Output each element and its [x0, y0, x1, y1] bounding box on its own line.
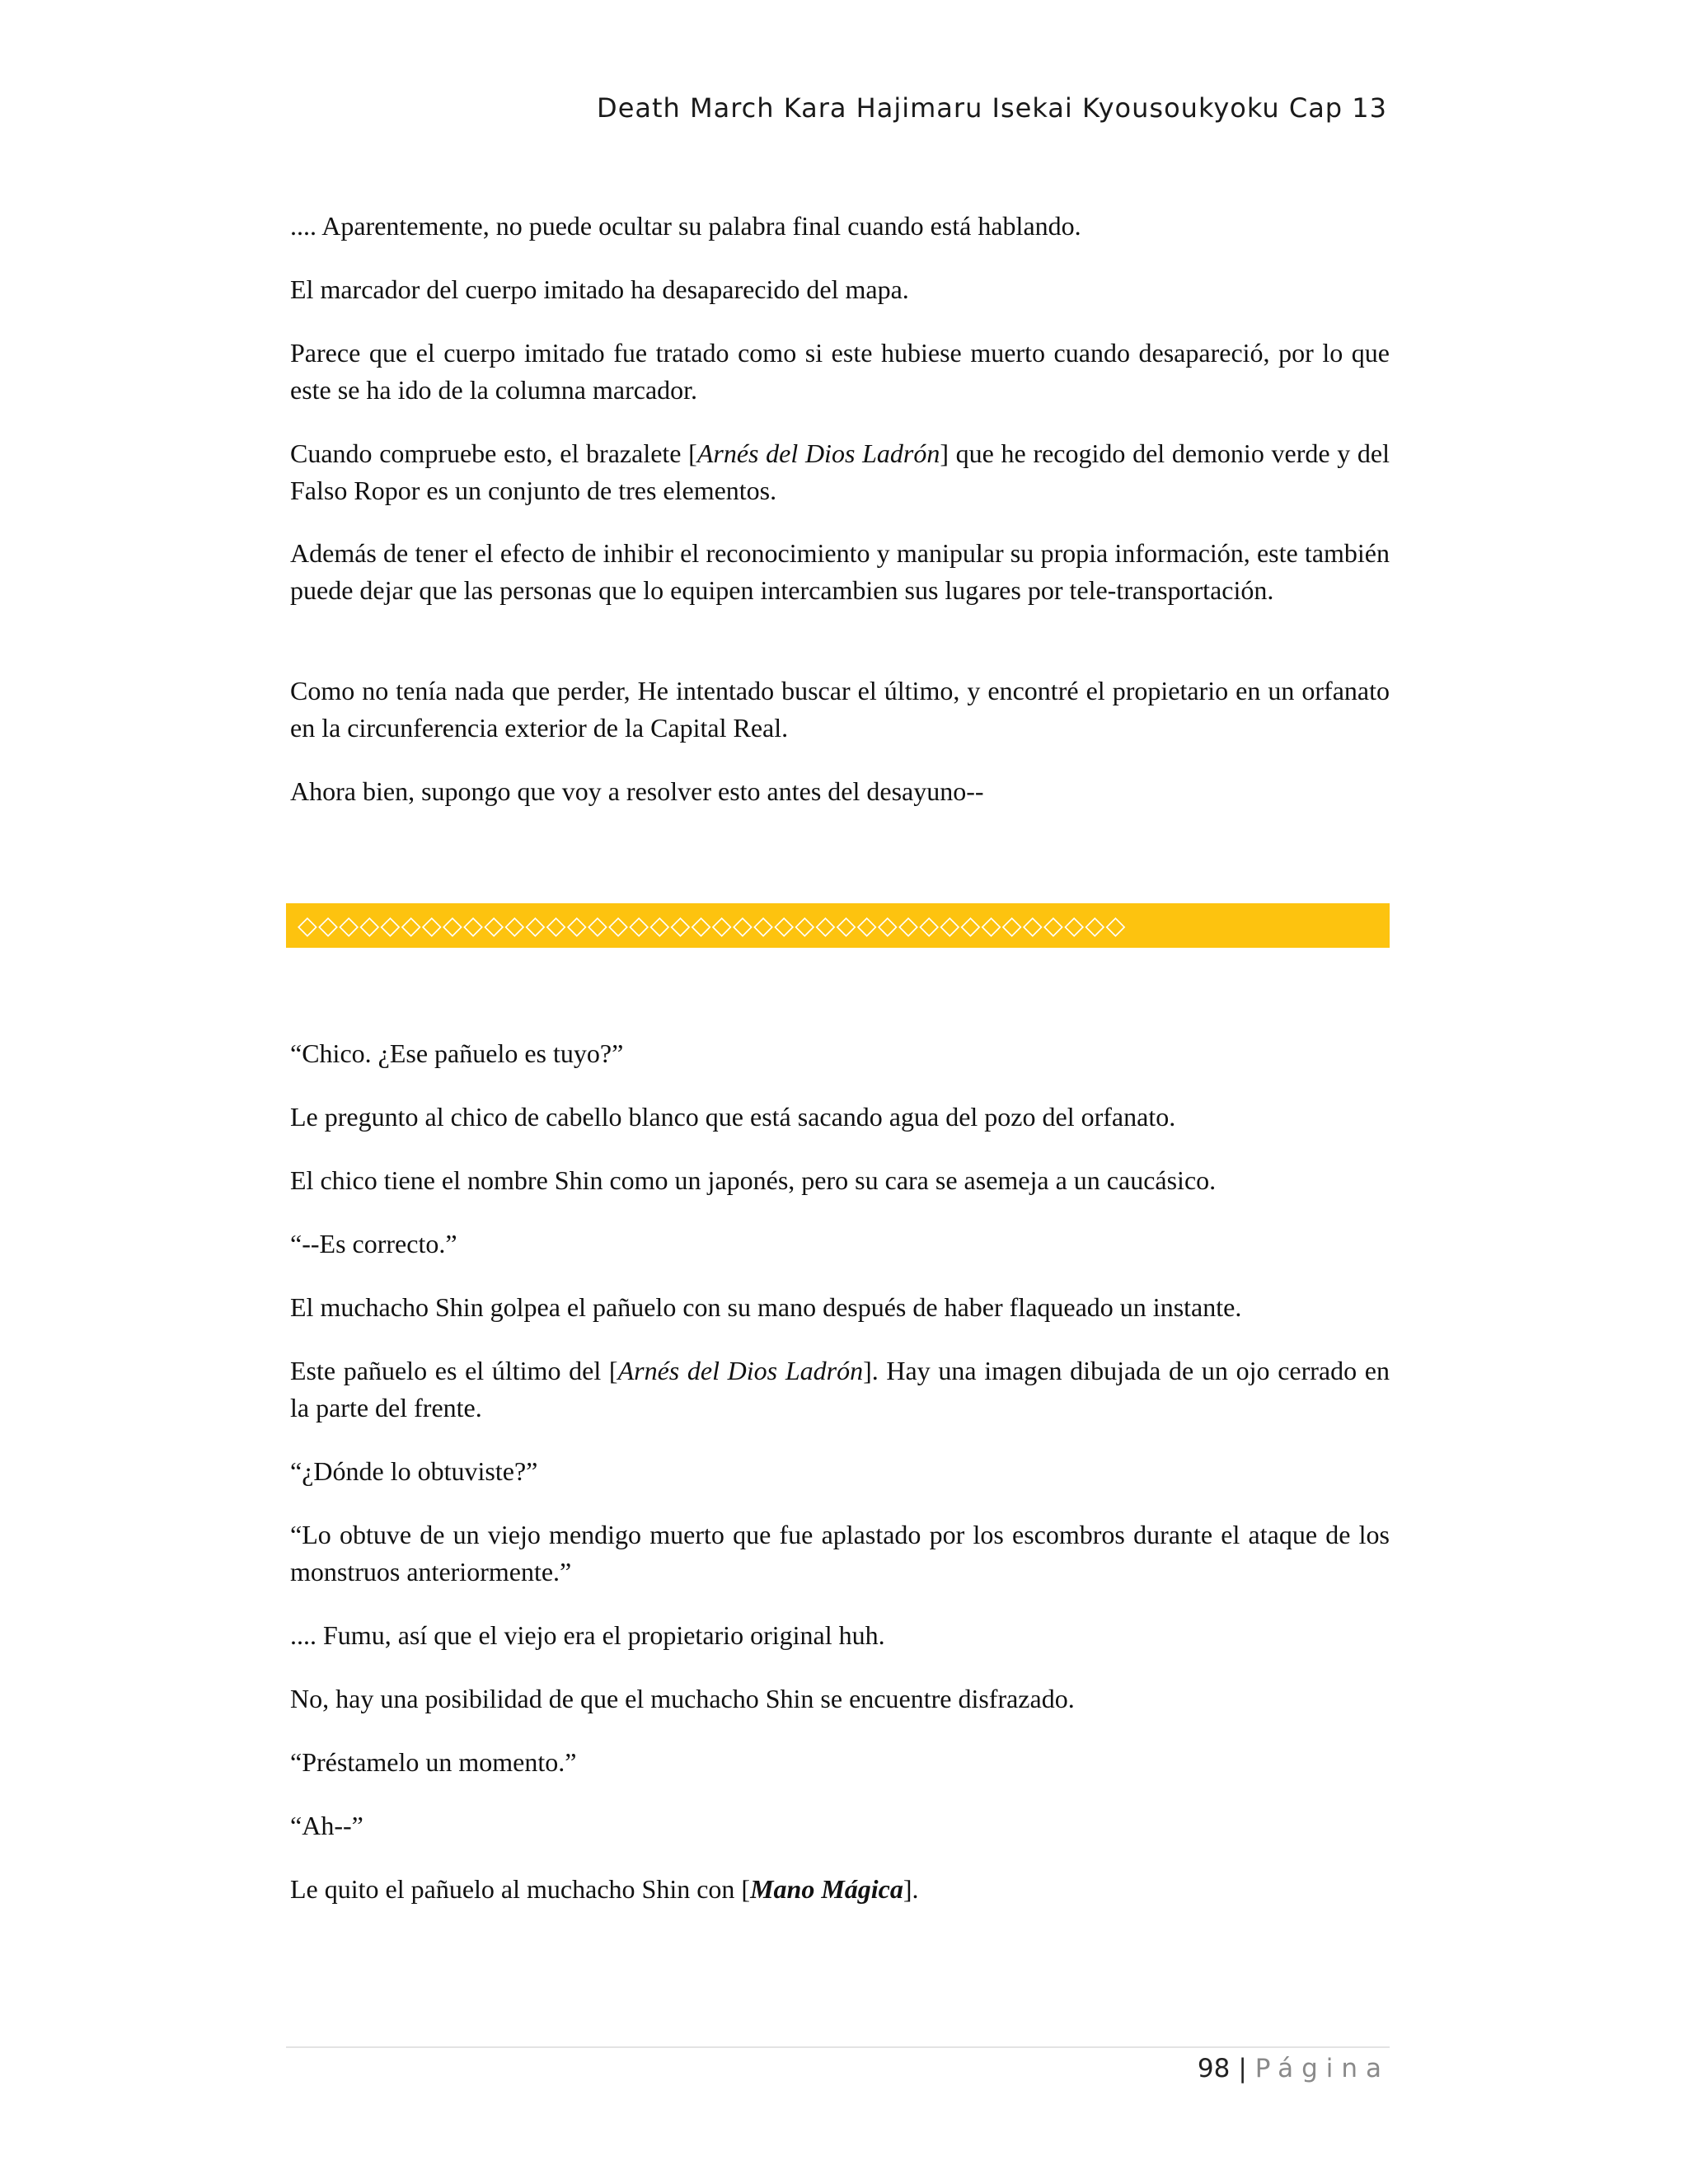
paragraph: “Ah--”	[290, 1811, 363, 1840]
paragraph: El marcador del cuerpo imitado ha desaparecido del mapa.	[290, 274, 909, 304]
paragraph: Ahora bien, supongo que voy a resolver esto antes del desayuno--	[290, 776, 984, 806]
paragraph	[290, 1871, 919, 1908]
paragraph: Además de tener el efecto de inhibir el reconocimiento y manipular su propia información, este también puede dejar que las personas que lo equipen intercambien sus lugares por tele-transportación.	[290, 538, 1390, 605]
paragraph: “Préstamelo un momento.”	[290, 1747, 577, 1777]
paragraph: “¿Dónde lo obtuviste?”	[290, 1456, 538, 1486]
paragraph: Le pregunto al chico de cabello blanco que está sacando agua del pozo del orfanato.	[290, 1102, 1176, 1132]
text-run: ]. Hay una imagen dibujada de un ojo cerrado en la parte del frente.	[290, 1356, 1390, 1422]
footer-separator: |	[1238, 2054, 1247, 2083]
paragraph: “--Es correcto.”	[290, 1229, 457, 1258]
footer-divider	[286, 2046, 1390, 2048]
paragraph	[290, 435, 1390, 509]
paragraph: Como no tenía nada que perder, He intentado buscar el último, y encontré el propietario en un orfanato en la circunferencia exterior de la Capital Real.	[290, 676, 1390, 743]
text-run: ].	[903, 1874, 919, 1904]
page-footer	[1198, 2054, 1390, 2083]
paragraph: “Lo obtuve de un viejo mendigo muerto que fue aplastado por los escombros durante el ataque de los monstruos anteriormente.”	[290, 1520, 1390, 1586]
scene-separator-bar: ◇◇◇◇◇◇◇◇◇◇◇◇◇◇◇◇◇◇◇◇◇◇◇◇◇◇◇◇◇◇◇◇◇◇◇◇◇◇◇◇	[286, 903, 1390, 948]
text-run: Cuando compruebe esto, el brazalete [	[290, 438, 697, 468]
text-run: Le quito el pañuelo al muchacho Shin con [	[290, 1874, 751, 1904]
paragraph: El muchacho Shin golpea el pañuelo con su mano después de haber flaqueado un instante.	[290, 1292, 1242, 1322]
page-header-title: Death March Kara Hajimaru Isekai Kyousoukyoku Cap 13	[597, 92, 1387, 124]
text-run: ] que he recogido del demonio verde y del Falso Ropor es un conjunto de tres elementos.	[290, 438, 1390, 505]
paragraph: No, hay una posibilidad de que el muchacho Shin se encuentre disfrazado.	[290, 1684, 1075, 1713]
skill-name: Mano Mágica	[750, 1874, 903, 1904]
paragraph: .... Fumu, así que el viejo era el propietario original huh.	[290, 1620, 885, 1650]
page-label: Página	[1254, 2054, 1390, 2083]
paragraph	[290, 1352, 1390, 1427]
paragraph: “Chico. ¿Ese pañuelo es tuyo?”	[290, 1038, 624, 1068]
paragraph: .... Aparentemente, no puede ocultar su palabra final cuando está hablando.	[290, 211, 1081, 241]
paragraph: El chico tiene el nombre Shin como un japonés, pero su cara se asemeja a un caucásico.	[290, 1165, 1217, 1195]
item-name: Arnés del Dios Ladrón	[617, 1356, 864, 1385]
paragraph: Parece que el cuerpo imitado fue tratado como si este hubiese muerto cuando desapareció, por lo que este se ha ido de la columna marcador.	[290, 338, 1390, 405]
text-run: Este pañuelo es el último del [	[290, 1356, 618, 1385]
item-name: Arnés del Dios Ladrón	[696, 438, 940, 468]
page-number: 98	[1197, 2054, 1231, 2083]
